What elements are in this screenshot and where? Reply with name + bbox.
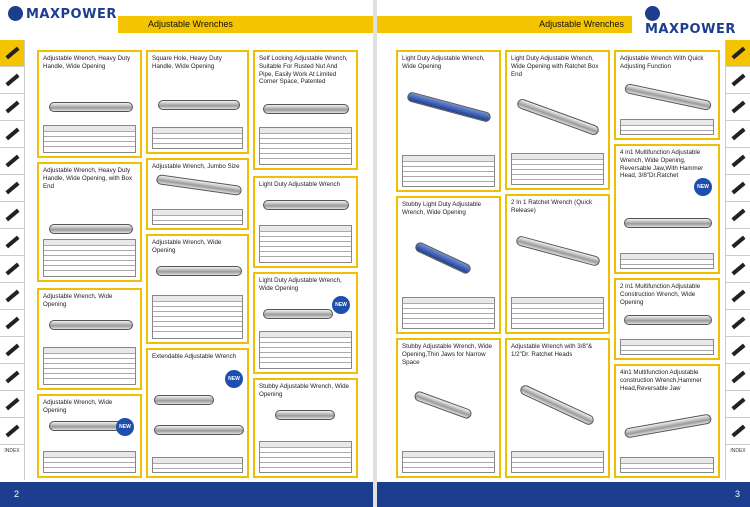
wrench-image <box>406 91 492 123</box>
tool-icon <box>5 371 19 384</box>
wrench-image <box>624 83 712 111</box>
tool-icon <box>5 398 19 411</box>
product-card <box>37 50 142 158</box>
spec-table <box>620 457 714 473</box>
wrench-image <box>49 224 133 234</box>
sidebar-item[interactable] <box>0 148 24 175</box>
wrench-image <box>158 100 240 110</box>
wrench-image <box>624 413 712 438</box>
page-number: 3 <box>734 489 740 499</box>
sidebar-item[interactable] <box>726 256 750 283</box>
spec-table <box>511 451 604 473</box>
new-badge: NEW <box>225 370 243 388</box>
sidebar-item[interactable] <box>726 40 750 67</box>
spec-table <box>511 297 604 329</box>
product-card <box>253 50 358 170</box>
tool-icon <box>731 236 745 249</box>
wrench-image <box>414 241 473 275</box>
product-title: Extendable Adjustable Wrench <box>152 353 237 360</box>
product-title: Adjustable Wrench, Heavy Duty Handle, Wide Opening <box>43 55 131 70</box>
tool-icon <box>731 101 745 114</box>
sidebar-item[interactable] <box>0 202 24 229</box>
tool-icon <box>5 128 19 141</box>
tool-icon <box>5 344 19 357</box>
spec-table <box>43 347 136 385</box>
wrench-image <box>413 390 473 420</box>
tool-icon <box>5 155 19 168</box>
wrench-icon <box>5 47 19 60</box>
spec-table <box>511 153 604 185</box>
product-card <box>614 364 720 478</box>
spec-table <box>152 295 243 339</box>
product-title: Adjustable Wrench, Heavy Duty Handle, Wide Opening, with Box End <box>43 167 133 190</box>
sidebar-item[interactable] <box>0 391 24 418</box>
tool-icon <box>731 128 745 141</box>
product-title: Square Hole, Heavy Duty Handle, Wide Opening <box>152 55 222 70</box>
sidebar-item[interactable] <box>726 391 750 418</box>
product-card <box>253 272 358 374</box>
wrench-icon <box>731 47 745 60</box>
right-header: Adjustable Wrenches <box>377 16 632 33</box>
sidebar-item[interactable] <box>0 175 24 202</box>
product-card <box>146 158 249 230</box>
wrench-image <box>263 309 333 319</box>
spec-table <box>43 125 136 153</box>
product-card <box>37 394 142 478</box>
product-title: Adjustable Wrench, Wide Opening <box>43 293 113 308</box>
product-card <box>396 196 501 334</box>
product-title: Light Duty Adjustable Wrench, Wide Opening with Ratchet Box End <box>511 55 599 78</box>
product-title: 4 in1 Multifunction Adjustable Wrench, Wide Opening, Reversable Jaw,With Hammer Head, 3/8"Dr.Ratchet <box>620 149 704 180</box>
product-title: Light Duty Adjustable Wrench, Wide Opening <box>259 277 342 292</box>
product-title: Light Duty Adjustable Wrench, Wide Opening <box>402 55 485 70</box>
left-header: Adjustable Wrenches <box>118 16 373 33</box>
wrench-image <box>516 98 600 137</box>
wrench-image <box>624 218 712 228</box>
spec-table <box>402 297 495 329</box>
sidebar-item[interactable] <box>726 202 750 229</box>
product-title: Adjustable Wrench, Wide Opening <box>43 399 113 414</box>
new-badge: NEW <box>332 296 350 314</box>
tool-icon <box>5 209 19 222</box>
sidebar-item[interactable] <box>0 67 24 94</box>
wrench-image <box>263 104 349 114</box>
wrench-image <box>49 102 133 112</box>
product-card <box>614 278 720 360</box>
sidebar-item[interactable] <box>0 310 24 337</box>
brand-mark-icon <box>8 6 23 21</box>
tool-icon <box>731 263 745 276</box>
product-title: Adjustable Wrench With Quick Adjusting Function <box>620 55 704 70</box>
product-card <box>614 50 720 140</box>
product-title: Stubby Adjustable Wrench, Wide Opening,Thin Jaws for Narrow Space <box>402 343 492 366</box>
new-badge: NEW <box>116 418 134 436</box>
spec-table <box>620 119 714 135</box>
right-sidebar <box>725 40 750 480</box>
tool-icon <box>5 425 19 438</box>
tool-icon <box>5 182 19 195</box>
footer-right <box>377 482 750 507</box>
new-badge: NEW <box>694 178 712 196</box>
page-spine <box>373 0 377 507</box>
tool-icon <box>731 425 745 438</box>
product-card <box>146 50 249 154</box>
wrench-image <box>519 384 596 427</box>
spec-table <box>620 339 714 355</box>
brand-logo-right: MAXPOWER <box>645 6 750 37</box>
wrench-image <box>156 266 242 276</box>
product-card <box>505 50 610 190</box>
tool-icon <box>731 155 745 168</box>
wrench-image <box>515 235 601 267</box>
sidebar-item[interactable] <box>726 310 750 337</box>
tool-icon <box>731 398 745 411</box>
product-card <box>396 338 501 478</box>
sidebar-item[interactable] <box>726 67 750 94</box>
spec-table <box>259 225 352 263</box>
product-title: Adjustable Wrench, Wide Opening <box>152 239 222 254</box>
sidebar-item[interactable] <box>726 148 750 175</box>
product-card <box>614 144 720 274</box>
product-title: 2 In 1 Ratchet Wrench (Quick Release) <box>511 199 593 214</box>
brand-logo-left: MAXPOWER <box>8 6 117 22</box>
tool-icon <box>5 74 19 87</box>
tool-icon <box>731 209 745 222</box>
left-sidebar <box>0 40 25 480</box>
sidebar-index[interactable]: INDEX <box>4 448 20 454</box>
tool-icon <box>5 317 19 330</box>
product-title: 2 in1 Multifunction Adjustable Construction Wrench, Wide Opening <box>620 283 701 306</box>
tool-icon <box>731 344 745 357</box>
sidebar-item[interactable] <box>0 337 24 364</box>
tool-icon <box>731 317 745 330</box>
spec-table <box>402 155 495 187</box>
product-title: Stubby Light Duty Adjustable Wrench, Wide Opening <box>402 201 482 216</box>
product-card <box>396 50 501 192</box>
product-card <box>505 194 610 334</box>
tool-icon <box>731 290 745 303</box>
sidebar-item[interactable] <box>726 337 750 364</box>
sidebar-index[interactable]: INDEX <box>730 448 746 454</box>
product-card <box>505 338 610 478</box>
product-title: Adjustable Wrench, Jumbo Size <box>152 163 240 170</box>
spec-table <box>152 457 243 473</box>
product-title: Self Locking Adjustable Wrench, Suitable For Rusted Nut And Pipe, Easily Work At Limited Corner Space, Patented <box>259 55 348 86</box>
sidebar-item[interactable] <box>726 364 750 391</box>
sidebar-item[interactable] <box>726 175 750 202</box>
wrench-image <box>275 410 335 420</box>
wrench-image <box>49 320 133 330</box>
product-title: 4in1 Multifunction Adjustable construction Wrench,Hammer Head,Reversable Jaw <box>620 369 702 392</box>
sidebar-item[interactable] <box>0 40 24 67</box>
product-card <box>253 176 358 268</box>
tool-icon <box>5 290 19 303</box>
sidebar-item[interactable] <box>0 364 24 391</box>
spec-table <box>152 127 243 149</box>
brand-mark-icon <box>645 6 660 21</box>
product-title: Stubby Adjustable Wrench, Wide Opening <box>259 383 349 398</box>
tool-icon <box>5 236 19 249</box>
sidebar-item[interactable] <box>0 418 24 445</box>
footer-left <box>0 482 373 507</box>
sidebar-item[interactable] <box>0 121 24 148</box>
spec-table <box>259 331 352 369</box>
sidebar-item[interactable] <box>0 283 24 310</box>
tool-icon <box>731 371 745 384</box>
sidebar-item[interactable] <box>726 229 750 256</box>
wrench-image <box>156 174 243 196</box>
tool-icon <box>731 182 745 195</box>
sidebar-item[interactable] <box>726 283 750 310</box>
spec-table <box>152 209 243 225</box>
sidebar-item[interactable] <box>0 94 24 121</box>
spec-table <box>43 451 136 473</box>
product-card <box>146 348 249 478</box>
product-card <box>146 234 249 344</box>
wrench-image <box>154 425 244 435</box>
sidebar-item[interactable] <box>0 256 24 283</box>
sidebar-item[interactable] <box>726 418 750 445</box>
product-title: Light Duty Adjustable Wrench <box>259 181 341 188</box>
product-card <box>37 162 142 282</box>
wrench-image <box>263 200 349 210</box>
sidebar-item[interactable] <box>726 121 750 148</box>
spec-table <box>259 127 352 165</box>
sidebar-item[interactable] <box>0 229 24 256</box>
tool-icon <box>5 263 19 276</box>
product-card <box>37 288 142 390</box>
product-card <box>253 378 358 478</box>
product-title: Adjustable Wrench with 3/8"& 1/2"Dr. Ratchet Heads <box>511 343 593 358</box>
tool-icon <box>731 74 745 87</box>
wrench-image <box>154 395 214 405</box>
page-number: 2 <box>14 489 20 499</box>
spec-table <box>402 451 495 473</box>
tool-icon <box>5 101 19 114</box>
spec-table <box>259 441 352 473</box>
wrench-image <box>624 315 712 325</box>
spec-table <box>620 253 714 269</box>
sidebar-item[interactable] <box>726 94 750 121</box>
spec-table <box>43 239 136 277</box>
